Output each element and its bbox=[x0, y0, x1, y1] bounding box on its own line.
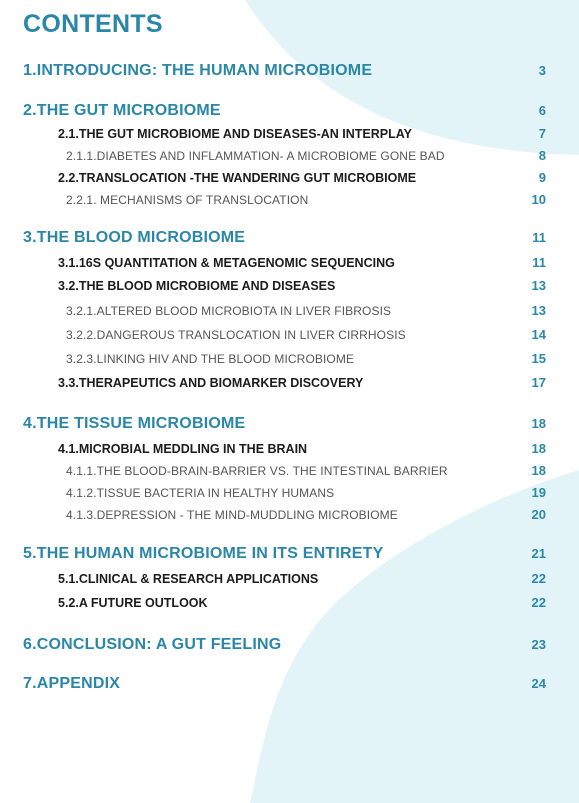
toc-entry-label: 2.2.TRANSLOCATION -THE WANDERING GUT MICROBIOME bbox=[58, 171, 417, 185]
toc-entry-2-2-1[interactable] bbox=[0, 190, 579, 210]
toc-entry-3[interactable] bbox=[0, 228, 579, 248]
toc-entry-label: 6.CONCLUSION: A GUT FEELING bbox=[23, 636, 282, 653]
toc-entry-label: 4.1.2.TISSUE BACTERIA IN HEALTHY HUMANS bbox=[66, 486, 335, 500]
toc-entry-label: 1.INTRODUCING: THE HUMAN MICROBIOME bbox=[23, 62, 373, 79]
toc-entry-1[interactable] bbox=[0, 61, 579, 81]
toc-page-number: 15 bbox=[531, 351, 546, 366]
toc-entry-5-1[interactable] bbox=[0, 569, 579, 589]
toc-page-number: 7 bbox=[538, 126, 546, 141]
toc-page-number: 3 bbox=[538, 63, 546, 78]
toc-page-number: 11 bbox=[532, 230, 546, 245]
toc-page-number: 6 bbox=[538, 103, 546, 118]
toc-page-number: 20 bbox=[531, 507, 546, 522]
toc-entry-2-1[interactable] bbox=[0, 124, 579, 144]
toc-page-number: 21 bbox=[531, 546, 546, 561]
toc-entry-label: 2.THE GUT MICROBIOME bbox=[23, 102, 221, 119]
toc-entry-3-2[interactable] bbox=[0, 276, 579, 296]
toc-entry-label: 3.1.16S QUANTITATION & METAGENOMIC SEQUENCING bbox=[58, 256, 395, 270]
toc-page-number: 13 bbox=[531, 303, 546, 318]
toc-entry-label: 2.2.1. MECHANISMS OF TRANSLOCATION bbox=[66, 193, 309, 207]
toc-entry-label: 3.3.THERAPEUTICS AND BIOMARKER DISCOVERY bbox=[58, 376, 364, 390]
toc-entry-4-1-3[interactable] bbox=[0, 505, 579, 525]
toc-entry-3-2-1[interactable] bbox=[0, 301, 579, 321]
toc-entry-label: 2.1.THE GUT MICROBIOME AND DISEASES-AN INTERPLAY bbox=[58, 127, 412, 141]
toc-entry-5[interactable] bbox=[0, 544, 579, 564]
toc-page-number: 18 bbox=[531, 463, 546, 478]
toc-entry-4-1[interactable] bbox=[0, 439, 579, 459]
toc-page-number: 10 bbox=[531, 192, 546, 207]
toc-entry-label: 4.1.3.DEPRESSION - THE MIND-MUDDLING MICROBIOME bbox=[66, 508, 398, 522]
toc-entry-label: 5.1.CLINICAL & RESEARCH APPLICATIONS bbox=[58, 572, 319, 586]
toc-page-number: 8 bbox=[538, 148, 546, 163]
toc-entry-label: 2.1.1.DIABETES AND INFLAMMATION- A MICROBIOME GONE BAD bbox=[66, 149, 445, 163]
page-title: CONTENTS bbox=[23, 10, 163, 38]
toc-entry-label: 4.1.MICROBIAL MEDDLING IN THE BRAIN bbox=[58, 442, 308, 456]
toc-entry-label: 4.THE TISSUE MICROBIOME bbox=[23, 415, 246, 432]
toc-page-number: 22 bbox=[531, 571, 546, 586]
toc-entry-label: 7.APPENDIX bbox=[23, 675, 121, 692]
toc-entry-label: 5.THE HUMAN MICROBIOME IN ITS ENTIRETY bbox=[23, 545, 384, 562]
toc-entry-label: 3.2.THE BLOOD MICROBIOME AND DISEASES bbox=[58, 279, 336, 293]
toc-page-number: 11 bbox=[532, 255, 546, 270]
toc-entry-label: 5.2.A FUTURE OUTLOOK bbox=[58, 596, 208, 610]
toc-page-number: 19 bbox=[531, 485, 546, 500]
toc-entry-label: 3.2.1.ALTERED BLOOD MICROBIOTA IN LIVER FIBROSIS bbox=[66, 304, 392, 318]
toc-entry-5-2[interactable] bbox=[0, 593, 579, 613]
toc-page-number: 17 bbox=[531, 375, 546, 390]
toc-page-number: 24 bbox=[531, 676, 546, 691]
toc-entry-2[interactable] bbox=[0, 101, 579, 121]
toc-entry-label: 3.THE BLOOD MICROBIOME bbox=[23, 229, 246, 246]
toc-entry-2-2[interactable] bbox=[0, 168, 579, 188]
toc-entry-3-2-2[interactable] bbox=[0, 325, 579, 345]
toc-page-number: 9 bbox=[538, 170, 546, 185]
toc-page-number: 18 bbox=[531, 416, 546, 431]
toc-entry-3-1[interactable] bbox=[0, 253, 579, 273]
toc-entry-label: 3.2.2.DANGEROUS TRANSLOCATION IN LIVER CIRRHOSIS bbox=[66, 328, 406, 342]
toc-entry-3-2-3[interactable] bbox=[0, 349, 579, 369]
toc-page-number: 14 bbox=[531, 327, 546, 342]
toc-page-number: 13 bbox=[531, 278, 546, 293]
toc-page-number: 18 bbox=[531, 441, 546, 456]
toc-entry-7[interactable] bbox=[0, 674, 579, 694]
toc-entry-4-1-2[interactable] bbox=[0, 483, 579, 503]
toc-entry-2-1-1[interactable] bbox=[0, 146, 579, 166]
toc-entry-label: 4.1.1.THE BLOOD-BRAIN-BARRIER VS. THE INTESTINAL BARRIER bbox=[66, 464, 448, 478]
toc-entry-6[interactable] bbox=[0, 635, 579, 655]
toc-entry-4-1-1[interactable] bbox=[0, 461, 579, 481]
toc-entry-3-3[interactable] bbox=[0, 373, 579, 393]
toc-entry-label: 3.2.3.LINKING HIV AND THE BLOOD MICROBIOME bbox=[66, 352, 355, 366]
toc-entry-4[interactable] bbox=[0, 414, 579, 434]
toc-page-number: 23 bbox=[531, 637, 546, 652]
toc-page-number: 22 bbox=[531, 595, 546, 610]
